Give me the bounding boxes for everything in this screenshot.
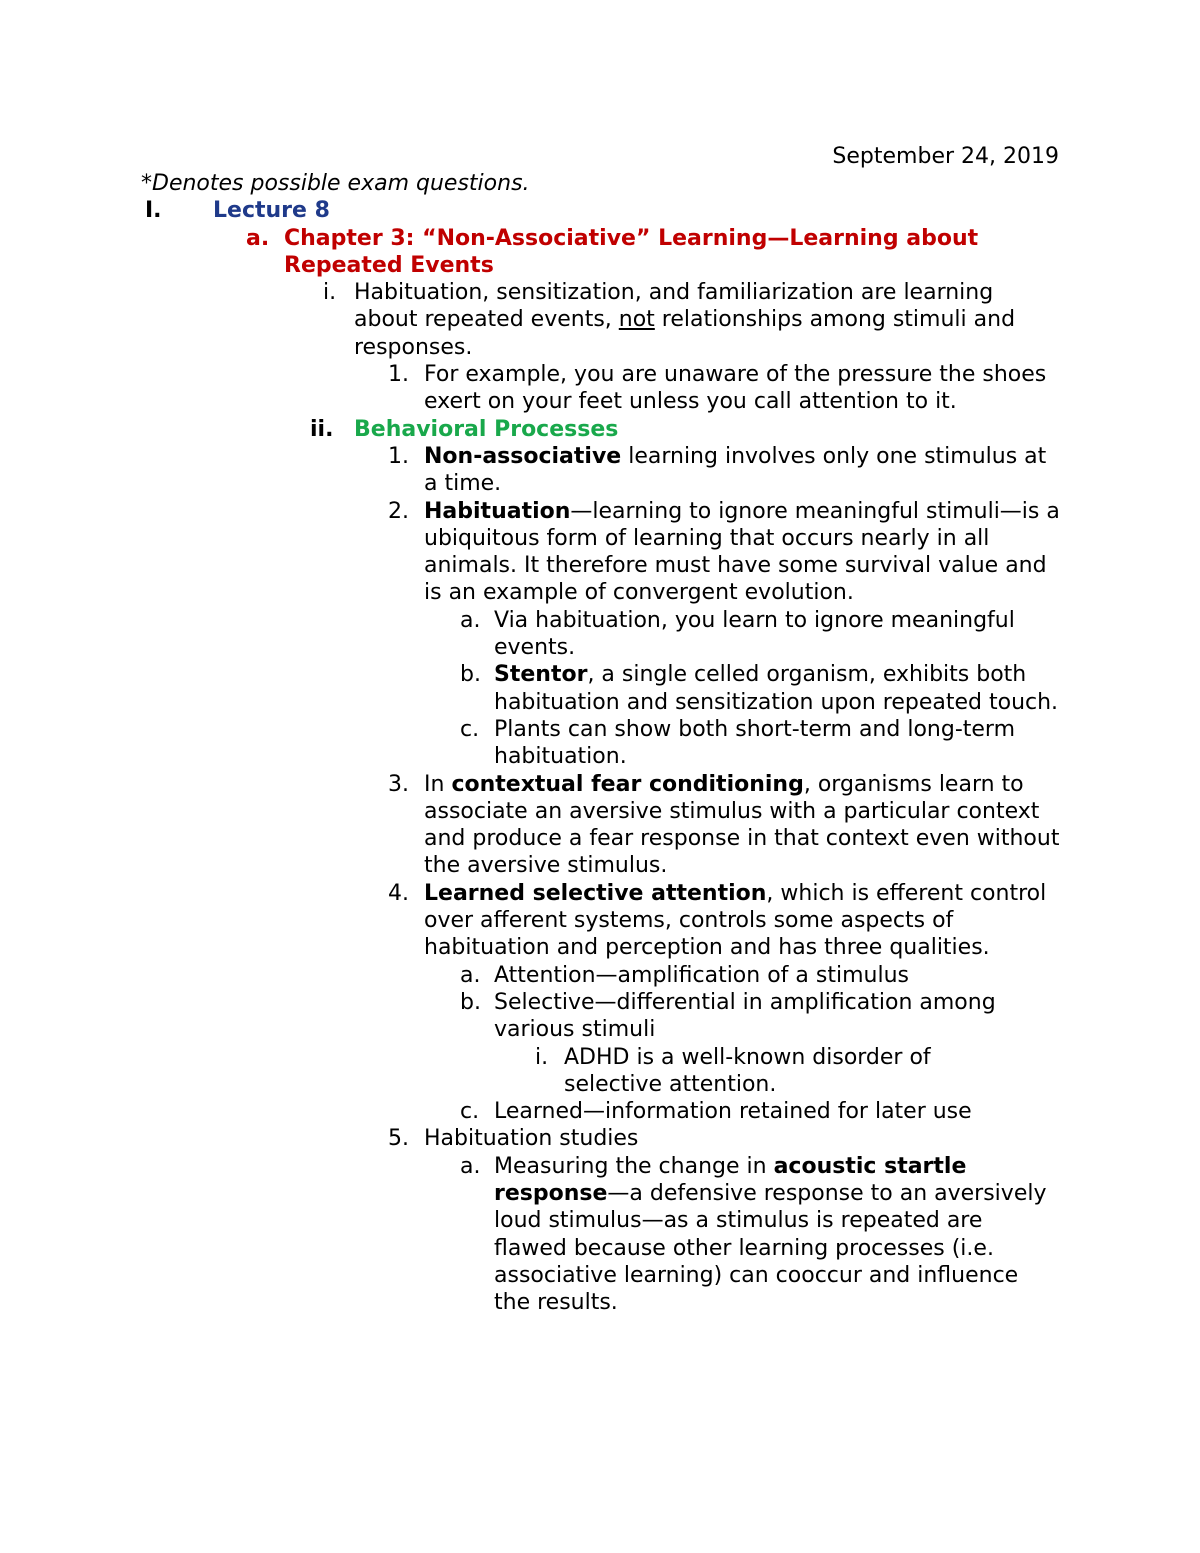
- sub-text: Selective—differential in amplification among various stimuli: [494, 989, 996, 1043]
- point-i-example: [0, 361, 1200, 416]
- point-ii-marker: ii.: [310, 416, 334, 442]
- sub-text: , a single celled organism, exhibits both habituation and sensitization upon repeated touch.: [494, 662, 1059, 715]
- list-item-4a: [0, 962, 1200, 989]
- sub-text: Via habituation, you learn to ignore meaningful events.: [494, 607, 1015, 661]
- list-marker: 2.: [388, 498, 409, 524]
- section-title: Lecture 8: [213, 198, 330, 224]
- list-text: —learning to ignore meaningful stimuli—is a ubiquitous form of learning that occurs nearly in all animals. It therefore must have some survival value and is an example of convergent evolution.: [424, 498, 1060, 606]
- list-pre: In: [424, 771, 452, 797]
- sub-marker: c.: [460, 716, 480, 742]
- point-i-text-before: Habituation, sensitization, and familiarization are learning about repeated events,: [354, 280, 994, 333]
- list-item-1: [0, 443, 1200, 498]
- list-text: Habituation studies: [424, 1126, 639, 1152]
- example-text: For example, you are unaware of the pressure the shoes exert on your feet unless you call attention to it.: [424, 362, 1047, 415]
- point-i: [0, 279, 1200, 361]
- list-item-4b: [0, 989, 1200, 1044]
- sub-pre: Measuring the change in: [494, 1153, 774, 1179]
- sub-marker: b.: [460, 989, 481, 1015]
- list-item-3: [0, 771, 1200, 880]
- sub-text: Plants can show both short-term and long-term habituation.: [494, 716, 1016, 770]
- exam-note: *Denotes possible exam questions.: [141, 171, 530, 196]
- sub-marker: a.: [460, 962, 481, 988]
- list-marker: 1.: [388, 443, 409, 469]
- point-i-marker: i.: [323, 280, 337, 306]
- list-text: , organisms learn to associate an aversive stimulus with a particular context and produce a fear response in that context even without the aversive stimulus.: [424, 771, 1060, 879]
- list-item-2c: [0, 716, 1200, 771]
- sub-marker: c.: [460, 1099, 480, 1125]
- list-item-5a: [0, 1153, 1200, 1317]
- list-item-4: [0, 880, 1200, 962]
- sub-text: Learned—information retained for later use: [494, 1099, 972, 1125]
- notes-body: [0, 170, 1200, 1316]
- section-marker: I.: [145, 198, 162, 224]
- list-item-5: [0, 1125, 1200, 1152]
- chapter-title: Chapter 3: “Non-Associative” Learning—Learning about Repeated Events: [284, 225, 979, 278]
- term-bold: acoustic startle response: [494, 1153, 967, 1206]
- list-marker: 3.: [388, 771, 409, 797]
- list-item-4b-i: [0, 1044, 1200, 1099]
- list-item-4c: [0, 1098, 1200, 1125]
- list-text: learning involves only one stimulus at a time.: [424, 443, 1047, 497]
- subi-text: ADHD is a well-known disorder of selective attention.: [564, 1044, 931, 1097]
- list-marker: 4.: [388, 880, 409, 906]
- example-marker: 1.: [388, 362, 409, 388]
- point-i-underlined: not: [618, 307, 655, 333]
- term-bold: Habituation: [424, 498, 571, 524]
- list-text: , which is efferent control over afferent systems, controls some aspects of habituation and perception and has three qualities.: [424, 880, 1047, 961]
- list-item-2: [0, 498, 1200, 607]
- chapter-heading: [0, 225, 1200, 280]
- sub-text: —a defensive response to an aversively loud stimulus—as a stimulus is repeated are flawed because other learning processes (i.e. associative learning) can cooccur and influence the results.: [494, 1180, 1047, 1316]
- term-bold: Non-associative: [424, 443, 622, 469]
- sub-marker: a.: [460, 1153, 481, 1179]
- sub-marker: a.: [460, 607, 481, 633]
- point-ii-title: Behavioral Processes: [354, 416, 619, 442]
- subi-marker: i.: [535, 1044, 549, 1070]
- term-bold: Stentor: [494, 662, 588, 688]
- term-bold: Learned selective attention: [424, 880, 767, 906]
- list-item-2a: [0, 607, 1200, 662]
- point-i-text-after: relationships among stimuli and responses.: [354, 307, 1016, 360]
- chapter-marker: a.: [246, 225, 270, 251]
- document-date: September 24, 2019: [832, 144, 1059, 169]
- term-bold: contextual fear conditioning: [451, 771, 804, 797]
- sub-text: Attention—amplification of a stimulus: [494, 962, 909, 988]
- point-ii-heading: [0, 416, 1200, 443]
- list-marker: 5.: [388, 1126, 409, 1152]
- section-heading: [0, 197, 1200, 224]
- list-item-2b: [0, 661, 1200, 716]
- sub-marker: b.: [460, 662, 481, 688]
